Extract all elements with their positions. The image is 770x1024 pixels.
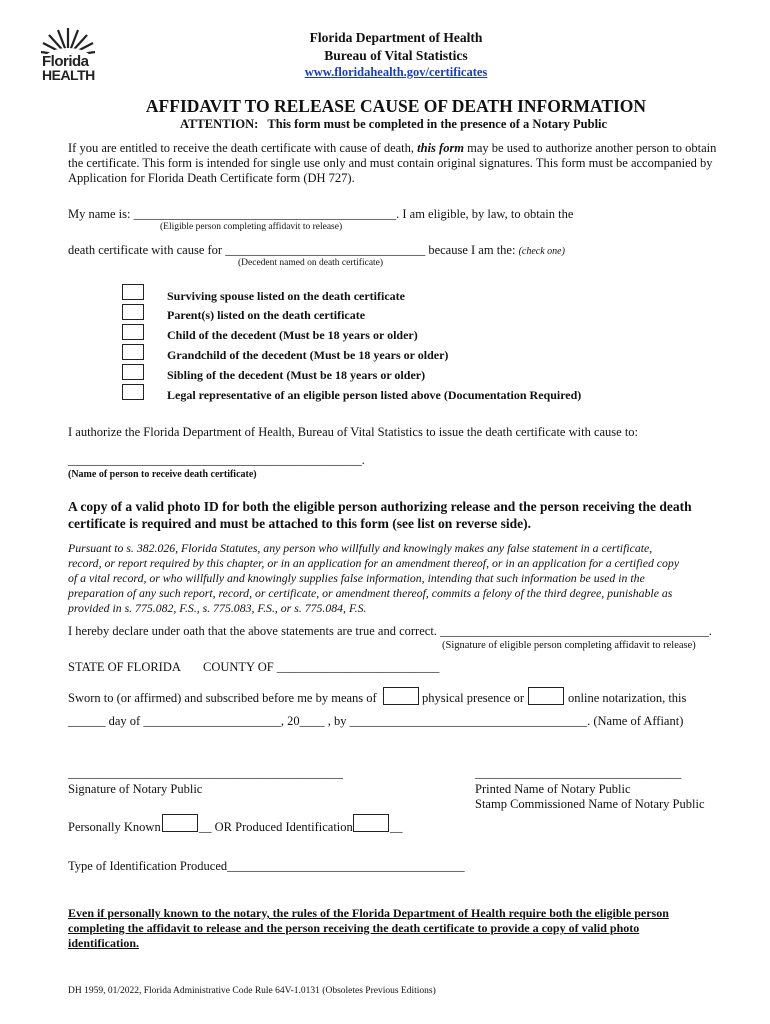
header-dept: Florida Department of Health xyxy=(309,30,483,45)
option-checkbox[interactable] xyxy=(122,324,144,340)
statute-line: preparation of any such report, record, or certificate, or amendment thereof, commits a felony of the third degree, punishable as xyxy=(68,586,673,600)
sworn-text-a: Sworn to (or affirmed) and subscribed before me by means of xyxy=(68,691,377,705)
certificates-link[interactable]: www.floridahealth.gov/certificates xyxy=(304,65,488,79)
option-label: Grandchild of the decedent (Must be 18 years or older) xyxy=(167,348,449,362)
sworn-text-c: online notarization, this xyxy=(568,691,687,705)
sworn-date-line[interactable]: ______ day of ______________________, 20____ , by ______________________________________. (Name of Affiant) xyxy=(68,714,684,728)
option-checkbox[interactable] xyxy=(122,284,144,300)
notary-signature-label: Signature of Notary Public xyxy=(68,782,203,796)
form-footer: DH 1959, 01/2022, Florida Administrative Code Rule 64V-1.0131 (Obsoletes Previous Editions) xyxy=(68,986,436,996)
notice-line-2: completing the affidavit to release and the person receiving the death certificate to provide a copy of valid photo xyxy=(68,921,640,935)
personally-known-checkbox[interactable] xyxy=(162,814,198,832)
statute-line: Pursuant to s. 382.026, Florida Statutes, any person who willfully and knowingly makes any false statement in a certificate, xyxy=(68,541,653,555)
online-notarization-checkbox[interactable] xyxy=(528,687,564,705)
authorize-text: I authorize the Florida Department of Health, Bureau of Vital Statistics to issue the death certificate with cause to: xyxy=(68,425,639,439)
produced-identification-label: __ OR Produced Identification xyxy=(199,820,353,834)
header-url-wrap xyxy=(0,65,770,80)
my-name-caption: (Eligible person completing affidavit to release) xyxy=(160,222,343,232)
physical-presence-checkbox[interactable] xyxy=(383,687,419,705)
option-label: Legal representative of an eligible person listed above (Documentation Required) xyxy=(167,388,582,402)
produced-identification-tail: __ xyxy=(390,820,403,834)
declaration-line[interactable]: I hereby declare under oath that the above statements are true and correct. ___________________________________________. xyxy=(68,624,712,638)
notary-signature-field[interactable]: ____________________________________________ xyxy=(68,766,343,780)
photo-id-line-1: A copy of a valid photo ID for both the eligible person authorizing release and the person receiving the death xyxy=(68,499,692,514)
receiver-name-caption: (Name of person to receive death certificate) xyxy=(68,469,257,480)
check-one-note: (check one) xyxy=(518,246,565,257)
option-checkbox[interactable] xyxy=(122,364,144,380)
notice-line-1: Even if personally known to the notary, the rules of the Florida Department of Health require both the eligible person xyxy=(68,906,669,920)
personally-known-label: Personally Known xyxy=(68,820,161,834)
form-title: AFFIDAVIT TO RELEASE CAUSE OF DEATH INFORMATION xyxy=(145,96,647,116)
decedent-caption: (Decedent named on death certificate) xyxy=(238,258,384,268)
attention-note: ATTENTION: This form must be completed in the presence of a Notary Public xyxy=(180,117,608,131)
notary-printed-name-field[interactable]: _________________________________ xyxy=(475,766,682,780)
produced-identification-checkbox[interactable] xyxy=(353,814,389,832)
notary-printed-name-label: Printed Name of Notary Public xyxy=(475,782,631,796)
option-checkbox[interactable] xyxy=(122,304,144,320)
intro-line-1 xyxy=(68,141,716,156)
county-field[interactable]: COUNTY OF __________________________ xyxy=(203,660,440,674)
header-bureau: Bureau of Vital Statistics xyxy=(324,48,468,63)
sworn-text-b: physical presence or xyxy=(422,691,525,705)
intro-line-2: the certificate. This form is intended for single use only and must contain original signatures. This form must be accompanied by xyxy=(68,156,713,170)
intro-text-this-form: this form xyxy=(417,141,465,155)
state-label: STATE OF FLORIDA xyxy=(68,660,181,674)
cause-line-text: death certificate with cause for ________________________________ because I am the: xyxy=(68,243,519,257)
option-label: Parent(s) listed on the death certificate xyxy=(167,308,366,322)
intro-line-3: Application for Florida Death Certificate form (DH 727). xyxy=(68,171,355,185)
statute-line: provided in s. 775.082, F.S., s. 775.083, F.S., or s. 775.084, F.S. xyxy=(68,601,367,615)
option-checkbox[interactable] xyxy=(122,344,144,360)
intro-text-a: If you are entitled to receive the death certificate with cause of death, xyxy=(68,141,418,155)
statute-line: of a vital record, or who willfully and knowingly supplies false information, intending that such information be used in the xyxy=(68,571,645,585)
option-checkbox[interactable] xyxy=(122,384,144,400)
my-name-line[interactable]: My name is: __________________________________________. I am eligible, by law, to obtain the xyxy=(68,207,574,221)
notary-stamp-label: Stamp Commissioned Name of Notary Public xyxy=(475,797,705,811)
identification-type-field[interactable]: Type of Identification Produced______________________________________ xyxy=(68,859,465,873)
logo-text-florida: Florida xyxy=(42,53,89,70)
declaration-caption: (Signature of eligible person completing affidavit to release) xyxy=(442,640,696,651)
intro-text-c: may be used to authorize another person to obtain xyxy=(464,141,717,155)
cause-line[interactable] xyxy=(68,243,565,258)
notice-line-3: identification. xyxy=(68,936,139,950)
option-label: Sibling of the decedent (Must be 18 years or older) xyxy=(167,368,426,382)
statute-line: record, or report required by this chapter, or in an application for an amendment thereof, or in an application for a certified copy xyxy=(68,556,680,570)
option-label: Child of the decedent (Must be 18 years or older) xyxy=(167,328,418,342)
option-label: Surviving spouse listed on the death certificate xyxy=(167,289,405,303)
photo-id-line-2: certificate is required and must be attached to this form (see list on reverse side). xyxy=(68,516,532,531)
receiver-name-field[interactable]: _______________________________________________. xyxy=(68,453,365,467)
logo-text-health: HEALTH xyxy=(42,67,95,83)
